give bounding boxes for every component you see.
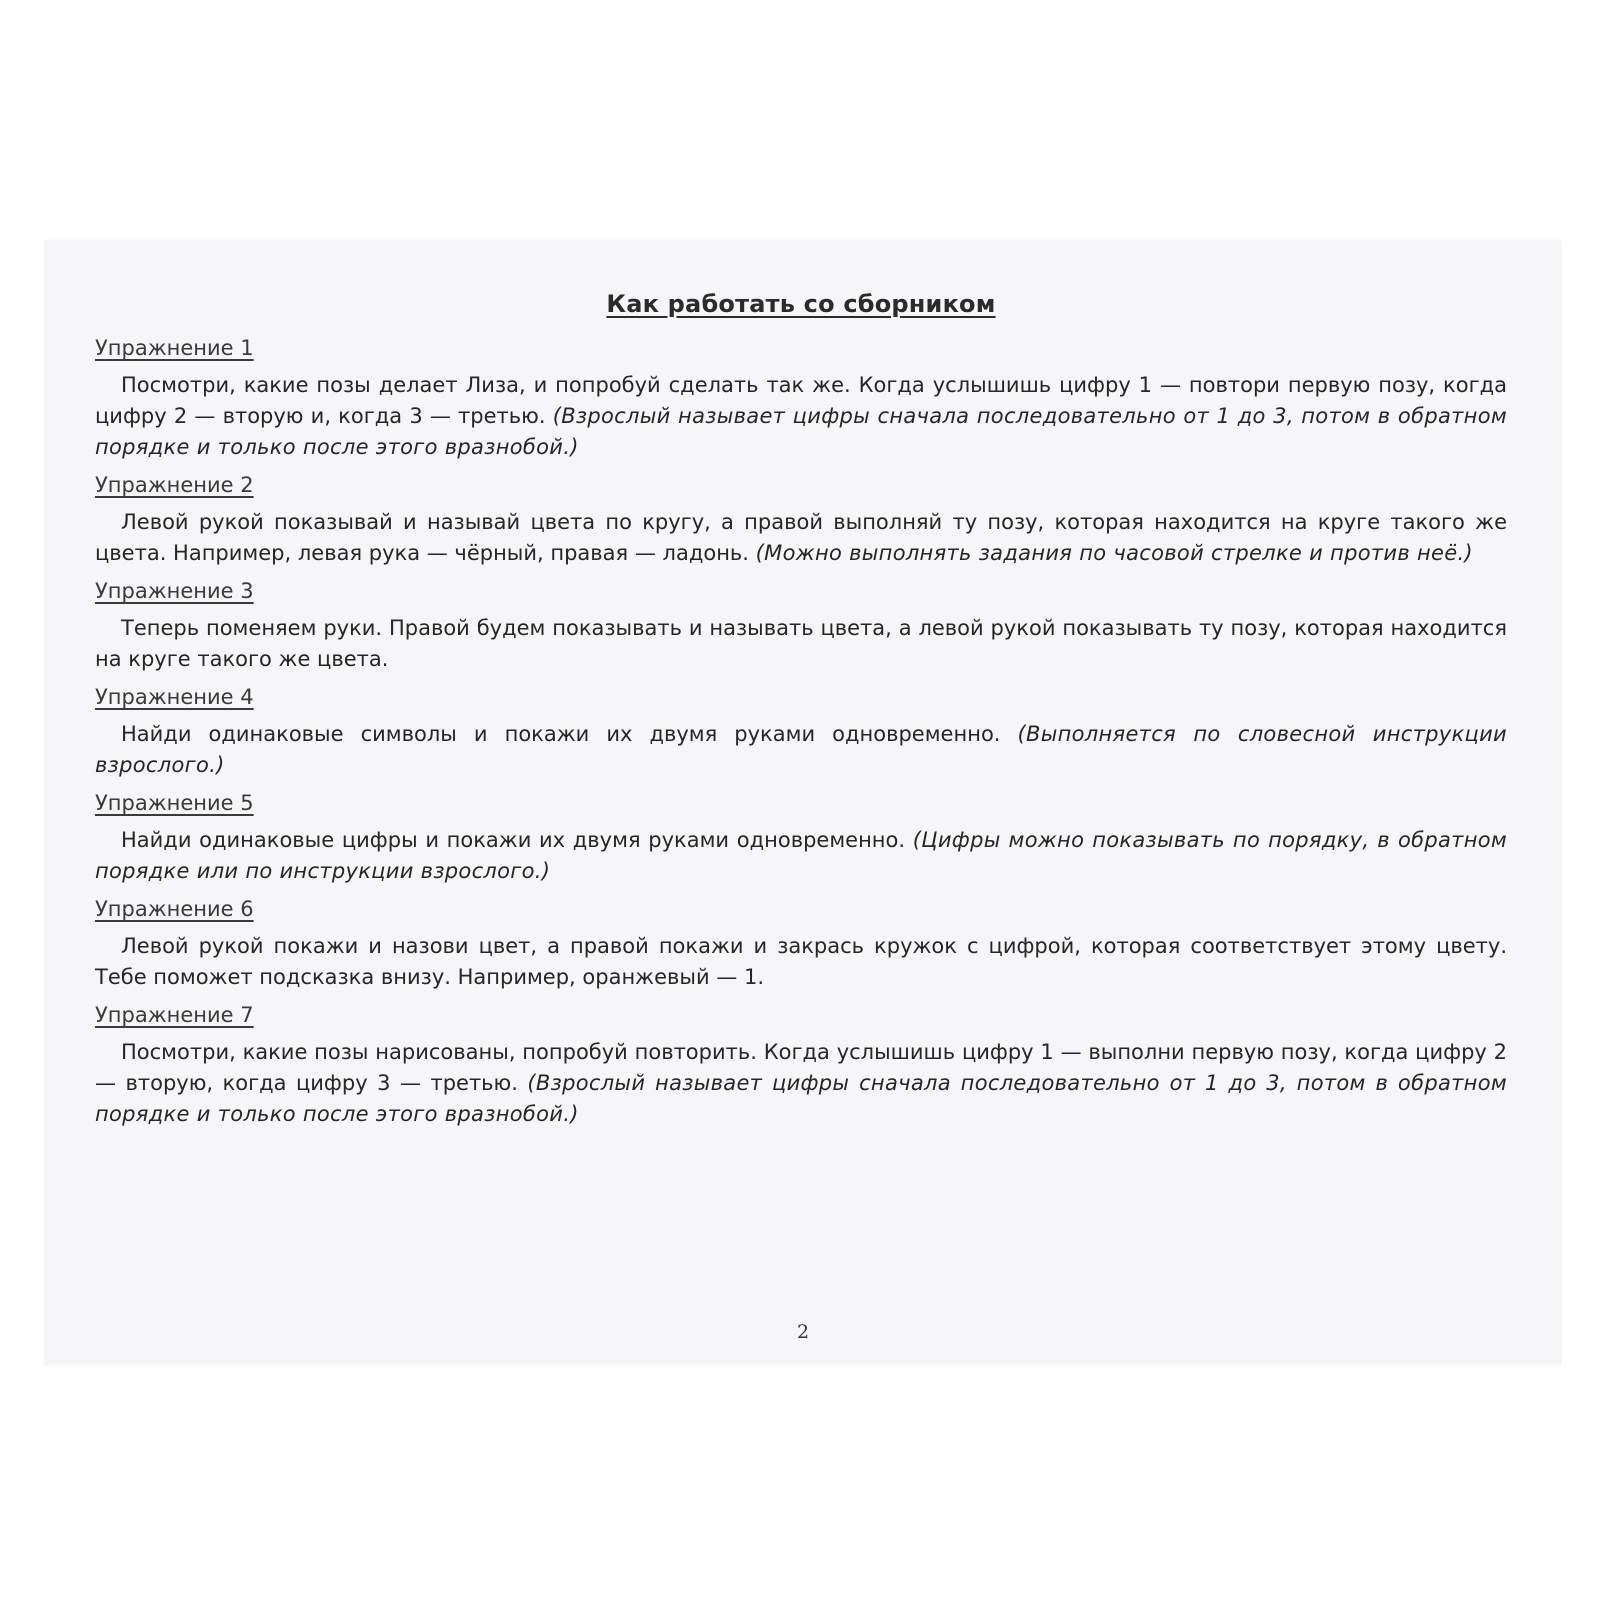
exercise-heading: Упражнение 4 xyxy=(95,685,254,709)
exercise-note: (Взрослый называет цифры сначала последовательно от 1 до 3, потом в обратном порядке и только после этого вразнобой.) xyxy=(95,404,1507,459)
exercise-text xyxy=(95,825,1507,887)
exercise-heading: Упражнение 2 xyxy=(95,473,254,497)
exercise-text xyxy=(95,370,1507,463)
exercise-instruction: Посмотри, какие позы нарисованы, попробуй повторить. Когда услышишь цифру 1 — выполни первую позу, когда цифру 2 — вторую, когда цифру 3 — третью. xyxy=(95,1040,1507,1095)
exercise-7 xyxy=(95,1003,1507,1130)
exercise-text xyxy=(95,507,1507,569)
booklet-page xyxy=(45,240,1561,1365)
exercise-2 xyxy=(95,473,1507,569)
exercise-instruction: Левой рукой покажи и назови цвет, а правой покажи и закрась кружок с цифрой, которая соответствует этому цвету. Тебе поможет подсказка внизу. Например, оранжевый — 1. xyxy=(95,934,1507,989)
exercise-heading: Упражнение 3 xyxy=(95,579,254,603)
exercise-heading: Упражнение 5 xyxy=(95,791,254,815)
exercise-note: (Цифры можно показывать по порядку, в обратном порядке или по инструкции взрослого.) xyxy=(95,828,1508,883)
exercise-4 xyxy=(95,685,1507,781)
exercise-6 xyxy=(95,897,1507,993)
exercise-instruction: Посмотри, какие позы делает Лиза, и попробуй сделать так же. Когда услышишь цифру 1 — повтори первую позу, когда цифру 2 — вторую и, когда 3 — третью. xyxy=(95,373,1507,428)
exercise-3 xyxy=(95,579,1507,675)
exercise-text xyxy=(95,719,1507,781)
exercise-text xyxy=(95,931,1507,993)
exercise-heading: Упражнение 6 xyxy=(95,897,254,921)
page-number: 2 xyxy=(796,1321,810,1343)
exercise-5 xyxy=(95,791,1507,887)
exercise-text xyxy=(95,613,1507,675)
exercise-1 xyxy=(95,336,1507,463)
exercise-text xyxy=(95,1037,1507,1130)
exercise-instruction: Теперь поменяем руки. Правой будем показывать и называть цвета, а левой рукой показывать ту позу, которая находится на круге такого же цвета. xyxy=(95,616,1507,671)
page-content xyxy=(95,290,1507,1310)
exercise-instruction: Найди одинаковые символы и покажи их двумя руками одновременно. xyxy=(121,722,1001,746)
exercise-instruction: Левой рукой показывай и называй цвета по кругу, а правой выполняй ту позу, которая находится на круге такого же цвета. Например, левая рука — чёрный, правая — ладонь. xyxy=(95,510,1507,565)
exercise-instruction: Найди одинаковые цифры и покажи их двумя руками одновременно. xyxy=(121,828,906,852)
exercise-note: (Выполняется по словесной инструкции взрослого.) xyxy=(95,722,1507,777)
exercise-note: (Можно выполнять задания по часовой стрелке и против неё.) xyxy=(755,541,1473,565)
page-title: Как работать со сборником xyxy=(606,290,996,318)
exercise-note: (Взрослый называет цифры сначала последовательно от 1 до 3, потом в обратном порядке и только после этого вразнобой.) xyxy=(95,1071,1507,1126)
exercise-heading: Упражнение 1 xyxy=(95,336,254,360)
exercise-heading: Упражнение 7 xyxy=(95,1003,254,1027)
